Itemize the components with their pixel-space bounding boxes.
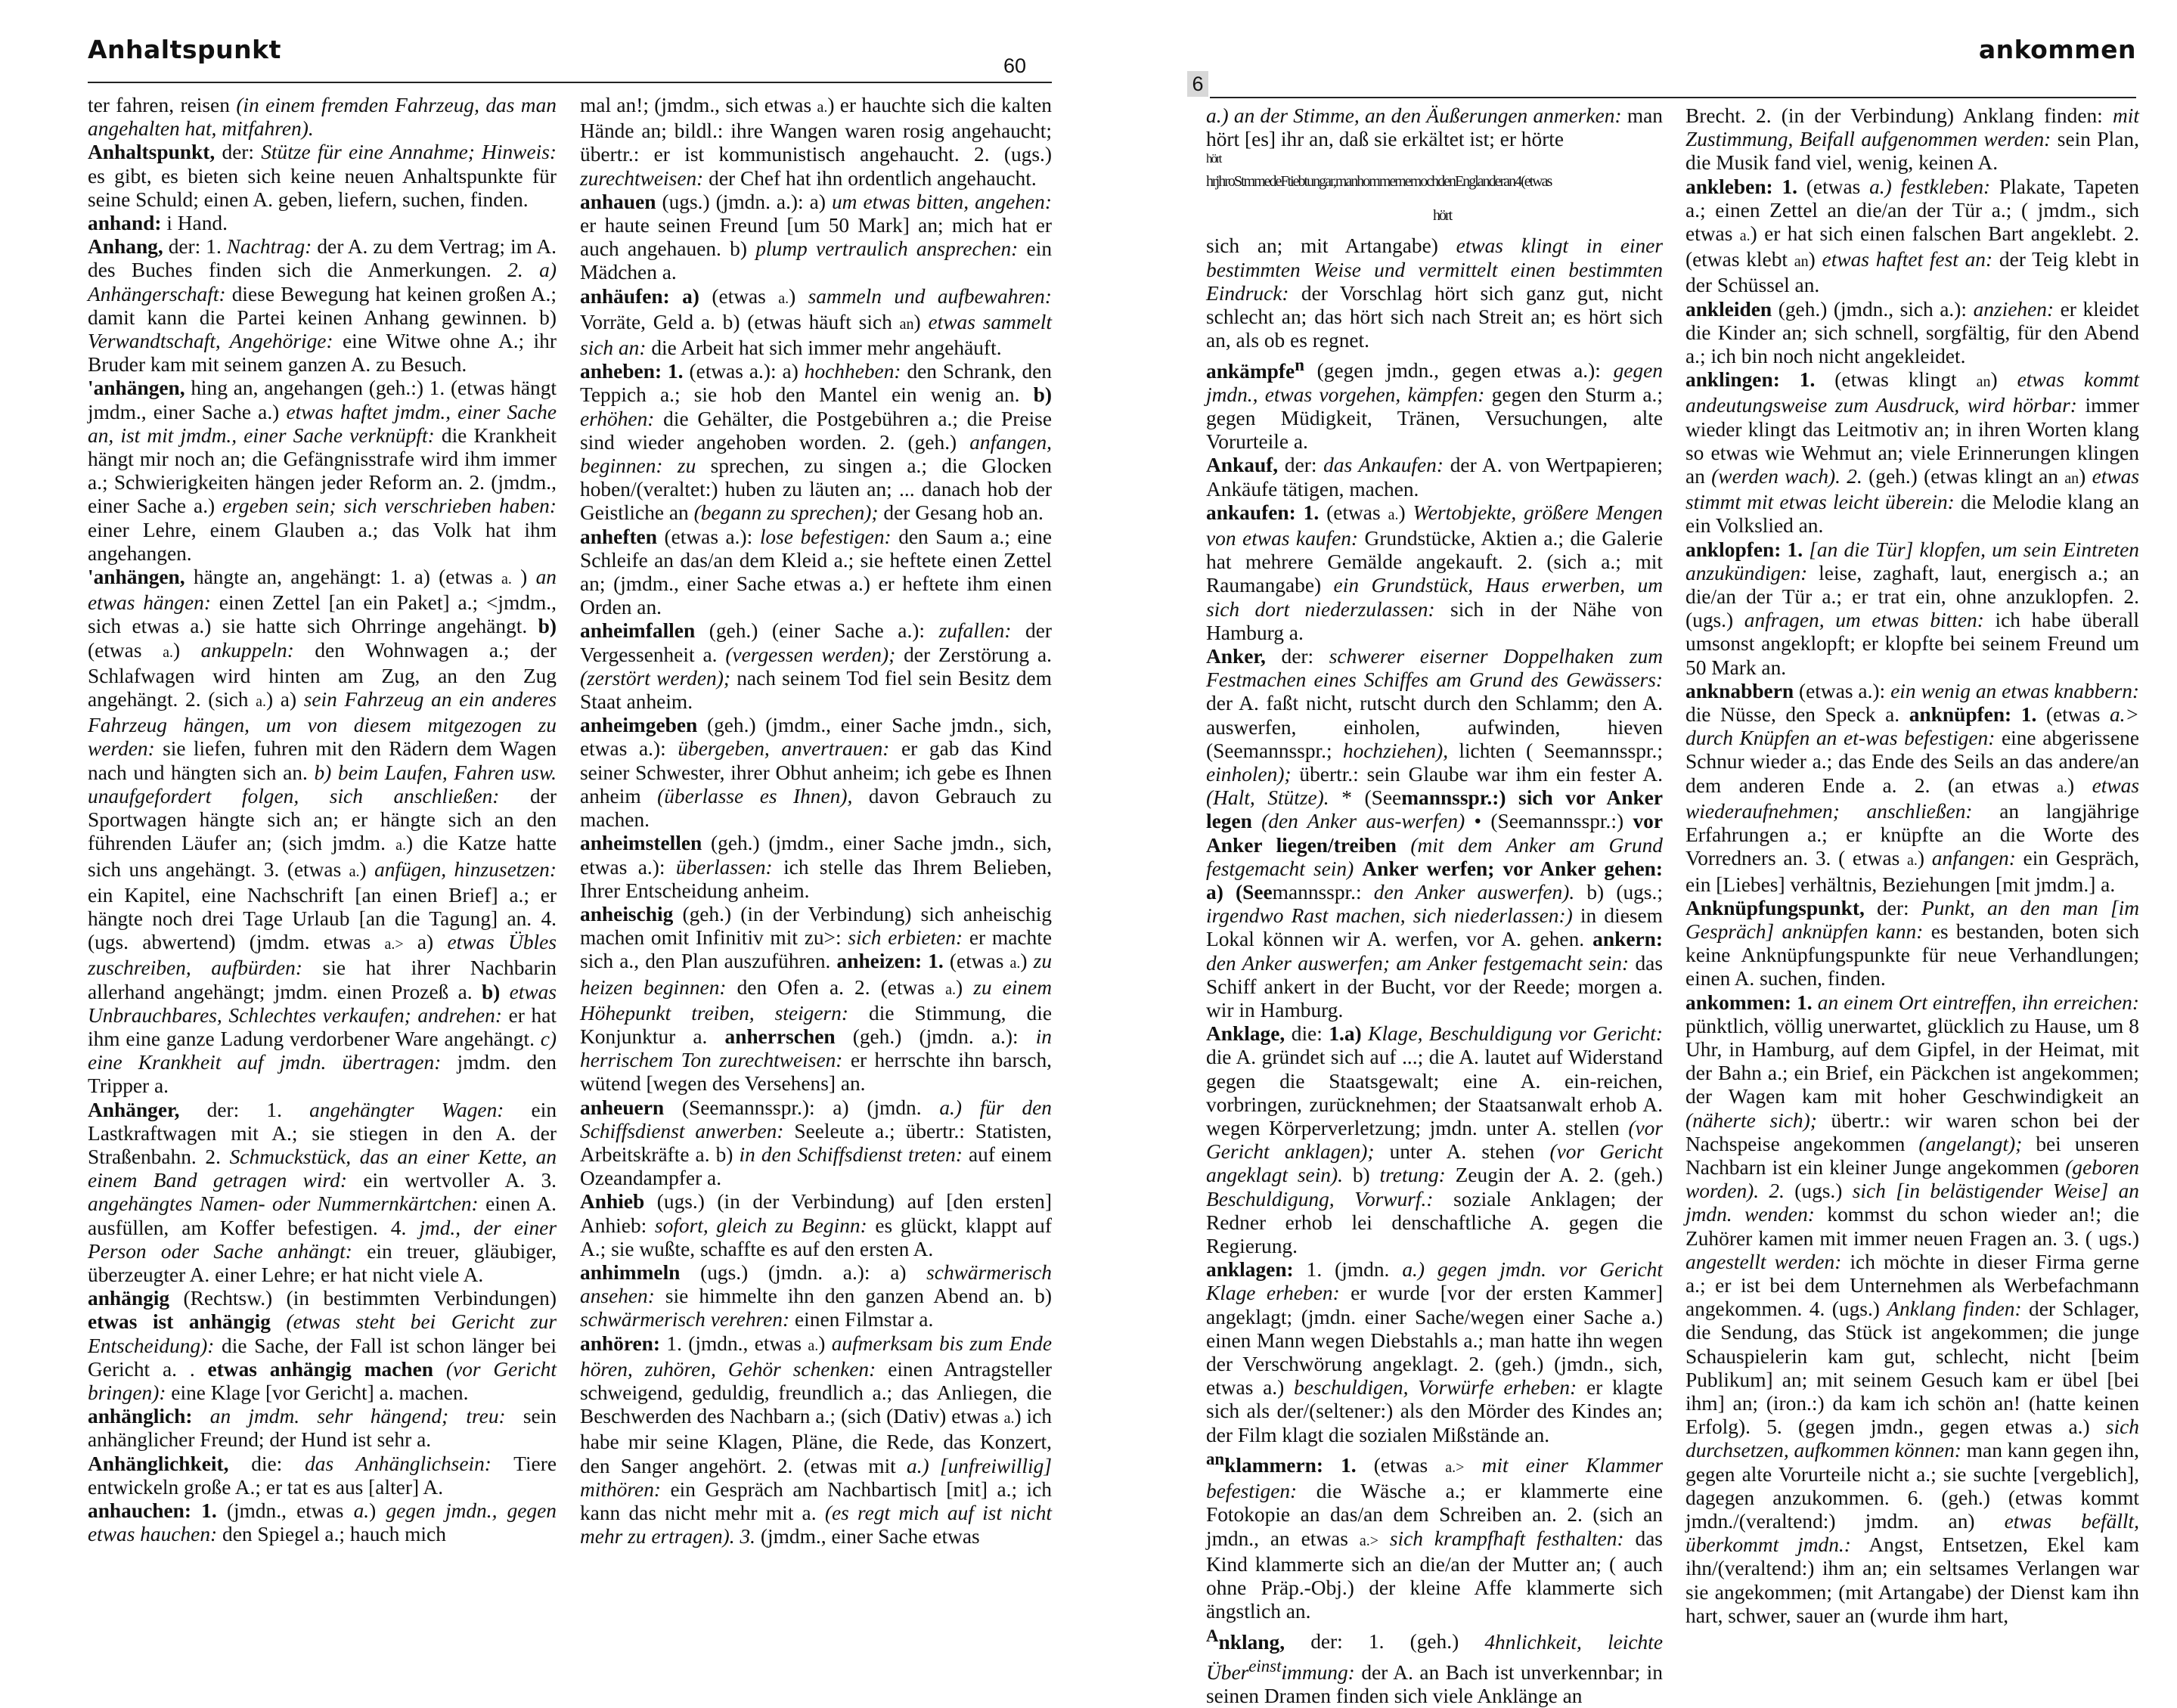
left-column-1 <box>88 94 557 1546</box>
left-page-number: 60 <box>1003 54 1027 77</box>
dictionary-entry: anheimgeben (geh.) (jmdm., einer Sache jmdn., sich, etwas a.): übergeben, anvertrauen: er gab das Kind seiner Schwester, ihrer Obhut anheim; ich gebe es Ihnen anheim (überlasse es Ihnen), davon Gebrauch zu machen. <box>580 714 1053 832</box>
left-page <box>0 0 1081 1660</box>
right-header-rule <box>1210 97 2136 98</box>
dictionary-entry: Anhieb (ugs.) (in der Verbindung) auf [den ersten] Anhieb: sofort, gleich zu Beginn: es glückt, klappt auf A.; sie wußte, schaffte es auf den ersten A. <box>580 1190 1052 1260</box>
dictionary-entry: $^A$nklang, der: 1. (geh.) 4hnlichkeit, leichte Über$^{einst}$immung: der A. an Bach ist unverkennbar; in seinen Dramen finden sich viele Anklänge an <box>1206 1626 1664 1708</box>
dictionary-entry: $^{an}$klammern: 1. (etwas a.> mit einer Klammer befestigen: die Wäsche a.; er klammerte eine Fotokopie an das/an dem Schreiben an. 2. (sich an jmdn., an etwas a.> sich krampfhaft festhalten: das Kind klammerte sich an die/an der Mutter an; ( auch ohne Präp.-Obj.) der kleine Affe klammerte sich ängstlich an. <box>1206 1449 1663 1623</box>
dictionary-entry: anhänglich: an jmdm. sehr hängend; treu: sein anhänglicher Freund; der Hund ist sehr a. <box>88 1405 557 1452</box>
dictionary-entry: Brecht. 2. (in der Verbindung) Anklang finden: mit Zustimmung, Beifall aufgenommen werden: sein Plan, die Musik fand viel, wenig, keinen A. <box>1685 104 2139 175</box>
dictionary-entry: anheben: 1. (etwas a.): a) hochheben: den Schrank, den Teppich a.; sie hob den Mantel ein wenig an. b) erhöhen: die Gehälter, die Postgebühren a.; die Preise sind wieder angehoben worden. 2. (geh.) anfangen, beginnen: zu sprechen, zu singen a.; die Glocken hoben/(veraltet:) huben zu läuten an; ... danach hob der Geistliche an (begann zu sprechen); der Gesang hob an. <box>580 360 1052 525</box>
dictionary-entry: anheuern (Seemannsspr.): a) (jmdn. a.) für den Schiffsdienst anwerben: Seeleute a.; übertr.: Statisten, Arbeitskräfte a. b) in den Schiffsdienst treten: auf einem Ozeandampfer a. <box>580 1096 1052 1190</box>
dictionary-entry: 'anhängen, hängte an, angehängt: 1. a) (etwas a. ) an etwas hängen: einen Zettel [an ein Paket] a.; <jmdm., sich etwas a.) sie hatte sich Ohrringe angehängt. b) (etwas a.) ankuppeln: den Wohnwagen a.; der Schlafwagen wird hinten am Zug, an den Zug angehängt. 2. (sich a.) a) sein Fahrzeug an ein anderes Fahrzeug hängen, um von diesem mitgezogen zu werden: sie liefen, fuhren mit den Rädern dem Wagen nach und hängten sich an. b) beim Laufen, Fahren usw. unaufgefordert folgen, sich anschließen: der Sportwagen hängte sich an; er hängte sich an den führenden Läufer an; (sich jmdm. a.) die Katze hatte sich uns angehängt. 3. (etwas a.) anfügen, hinzusetzen: ein Kapitel, eine Nachschrift [an einen Brief] a.; er hängte noch drei Tage Urlaub [an die Tagung] an. 4. (ugs. abwertend) (jmdm. etwas a.> a) etwas Übles zuschreiben, aufbürden: sie hat ihrer Nachbarin allerhand angehängt; jmdm. einen Prozeß a. b) etwas Unbrauchbares, Schlechtes verkaufen; andrehen: er hat ihm eine ganze Ladung verdorbener Ware angehängt. c) eine Krankheit auf jmdn. übertragen: jmdm. den Tripper a. <box>88 566 557 1098</box>
small-text-line: hört <box>1433 207 1452 225</box>
dictionary-entry: anklingen: 1. (etwas klingt an) etwas kommt andeutungsweise zum Ausdruck, wird hörbar: immer wieder klingt das Leitmotiv an; in ihren Worten klang so etwas wie Wehmut an; viele Erinnerungen klingen an (werden wach). 2. (geh.) (etwas klingt an an) etwas stimmt mit etwas leicht überein: die Melodie klang an ein Volkslied an. <box>1685 368 2140 538</box>
dictionary-entry: 'anhängen, hing an, angehangen (geh.:) 1. (etwas hängt jmdm., einer Sache a.) etwas haftet jmdm., einer Sache an, ist mit jmdm., einer Sache verknüpft: die Krankheit hängt mir noch an; die Gefängnisstrafe wird ihm immer a.; Schwierigkeiten hängen jeder Reform an. 2. (jmdm., einer Sache a.) ergeben sein; sich verschrieben haben: einer Lehre, einem Glauben a.; das Volk hat ihm angehangen. <box>88 377 557 565</box>
dictionary-entry: Ankauf, der: das Ankaufen: der A. von Wertpapieren; Ankäufe tätigen, machen. <box>1206 454 1663 501</box>
dictionary-entry: anhauchen: 1. (jmdn., etwas a.) gegen jmdn., gegen etwas hauchen: den Spiegel a.; hauch mich <box>88 1499 557 1546</box>
dictionary-entry: anhand: i Hand. <box>88 212 228 235</box>
dictionary-entry: ankleiden (geh.) (jmdn., sich a.): anziehen: er kleidet die Kinder an; sich schnell, sorgfältig, für den Abend a.; ich bin noch nicht angekleidet. <box>1685 297 2140 368</box>
dictionary-entry: Anker, der: schwerer eiserner Doppelhaken zum Festmachen eines Schiffes am Grund des Gewässers: der A. faßt nicht, rutscht durch den Schlamm; den A. auswerfen, einholen, aufwinden, hieven (Seemannsspr.; hochziehen), lichten ( Seemannsspr.; einholen); übertr.: sein Glaube war ihm ein fester A. (Halt, Stütze). * (Seemannsspr.:) sich vor Anker legen (den Anker aus-werfen) • (Seemannsspr.:) vor Anker liegen/treiben (mit dem Anker am Grund festgemacht sein) Anker werfen; vor Anker gehen: a) (Seemannsspr.: den Anker auswerfen). b) (ugs.; irgendwo Rast machen, sich niederlassen:) in diesem Lokal können wir A. werfen, vor A. gehen. ankern: den Anker auswerfen; am Anker festgemacht sein: das Schiff ankert in der Bucht, vor der Reede; morgen a. wir in Hamburg. <box>1206 644 1663 1022</box>
dictionary-entry: Anklage, die: 1.a) Klage, Beschuldigung vor Gericht: die A. gründet sich auf ...; die A. lautet auf Widerstand gegen die Staatsgewalt; eine A. ein-reichen, vorbringen, zurücknehmen; der Staatsanwalt erhob A. wegen Körperverletzung; jmdn. unter A. stellen (vor Gericht anklagen); unter A. stehen (vor Gericht angeklagt sein). b) tretung: Zeugin der A. 2. (geh.) Beschuldigung, Vorwurf.: soziale Anklagen; der Redner erhob lei denschaftliche A. gegen die Regierung. <box>1206 1022 1663 1258</box>
dictionary-entry: anklagen: 1. (jmdn. a.) gegen jmdn. vor Gericht Klage erheben: er wurde [vor der ersten Kammer] angeklagt; (jmdn. einer Sache/wegen einer Sache a.) einen Mann wegen Diebstahls a.; man hatte ihn wegen der Verschwörung angeklagt. 2. (geh.) (jmdn., sich, etwas a.) beschuldigen, Vorwürfe erheben: er klagte sich als der/(seltener:) als den Mörder des Kindes an; der Film klagt die sozialen Mißstände an. <box>1206 1258 1663 1446</box>
dictionary-entry: anhäufen: a) (etwas a.) sammeln und aufbewahren: Vorräte, Geld a. b) (etwas häuft sich an) etwas sammelt sich an: die Arbeit hat sich immer mehr angehäuft. <box>580 284 1052 360</box>
dictionary-entry: Anhang, der: 1. Nachtrag: der A. zu dem Vertrag; im A. des Buches finden sich die Anmerkungen. 2. a) Anhängerschaft: diese Bewegung hat keinen großen A.; damit kann die Partei keinen Anhang gewinnen. b) Verwandtschaft, Angehörige: eine Witwe ohne A.; ihr Bruder kam mit seinem ganzen A. zu Besuch. <box>88 235 557 377</box>
dictionary-entry: a.) an der Stimme, an den Äußerungen anmerken: man hört [es] ihr an, daß sie erkältet ist; er hörte <box>1206 104 1663 151</box>
left-page-headword: Anhaltspunkt <box>88 35 281 64</box>
dictionary-entry: anklopfen: 1. [an die Tür] klopfen, um sein Eintreten anzukündigen: leise, zaghaft, laut, energisch a.; an die/an der Tür a.; er trat ein, ohne anzuklopfen. 2. (ugs.) anfragen, um etwas bitten: ich habe überall umsonst angeklopft; er klopfte bei seinem Freund um 50 Mark an. <box>1685 538 2139 679</box>
small-text-line: hrjhroStmmedeFtiebtungar,manhommememochdenEnglanderan4(etwas <box>1206 173 1552 191</box>
dictionary-entry: sich an; mit Artangabe) etwas klingt in einer bestimmten Weise und vermittelt einen bestimmten Eindruck: der Vorschlag hört sich ganz gut, nicht schlecht an; das hört sich nach Streit an; es hört sich an, als ob es regnet. <box>1206 234 1663 352</box>
dictionary-entry: Anhänger, der: 1. angehängter Wagen: ein Lastkraftwagen mit A.; sie stiegen in den A. der Straßenbahn. 2. Schmuckstück, das an einer Kette, an einem Band getragen wird: ein wertvoller A. 3. angehängtes Namen- oder Nummernkärtchen: einen A. ausfüllen, am Koffer befestigen. 4. jmd., der einer Person oder Sache anhängt: ein treuer, gläubiger, überzeugter A. einer Lehre; er hat nicht viele A. <box>88 1098 557 1286</box>
dictionary-entry: anhauen (ugs.) (jmdn. a.): a) um etwas bitten, angehen: er haute seinen Freund [um 50 Mark] an; mich hat er auch angehauen. b) plump vertraulich ansprechen: ein Mädchen a. <box>580 190 1053 284</box>
right-page <box>1180 0 2177 1708</box>
left-column-2 <box>580 94 1052 1548</box>
left-header-rule <box>88 82 1052 83</box>
dictionary-entry: anheimfallen (geh.) (einer Sache a.): zufallen: der Vergessenheit a. (vergessen werden); der Zerstörung a. (zerstört werden); nach seinem Tod fiel sein Besitz dem Staat anheim. <box>580 619 1052 714</box>
dictionary-entry: anheimstellen (geh.) (jmdm., einer Sache jmdn., sich, etwas a.): überlassen: ich stelle das Ihrem Belieben, Ihrer Entscheidung anheim. <box>580 832 1052 902</box>
dictionary-entry: anhören: 1. (jmdn., etwas a.) aufmerksam bis zum Ende hören, zuhören, Gehör schenken: einen Antragsteller schweigend, geduldig, freundlich a.; das Anliegen, die Beschwerden des Nachbarn a.; (sich (Dativ) etwas a.) ich habe mir seine Klagen, Pläne, die Rede, das Konzert, den Sanger angehört. 2. (etwas mit a.) [unfreiwillig] mithören: ein Gespräch am Nachbartisch [mit] a.; ich kann das nicht mehr mit a. (es regt mich auf ist nicht mehr zu ertragen). 3. (jmdm., einer Sache etwas <box>580 1331 1052 1548</box>
dictionary-entry: anheischig (geh.) (in der Verbindung) sich anheischig machen omit Infinitiv mit zu>: sich erbieten: er machte sich a., den Plan auszuführen. anheizen: 1. (etwas a.) zu heizen beginnen: den Ofen a. 2. (etwas a.) zu einem Höhepunkt treiben, steigern: die Stimmung, die Konjunktur a. anherrschen (geh.) (jmdn. a.): in herrischem Ton zurechtweisen: er herrschte ihn barsch, wütend [wegen des Versehens] an. <box>580 902 1053 1096</box>
dictionary-entry: mal an!; (jmdm., sich etwas a.) er hauchte sich die kalten Hände an; bildl.: ihre Wangen waren rosig angehaucht; übertr.: er ist kommunistisch angehaucht. 2. (ugs.) zurechtweisen: der Chef hat ihn ordentlich angehaucht. <box>580 94 1052 190</box>
dictionary-entry: anknabbern (etwas a.): ein wenig an etwas knabbern: die Nüsse, den Speck a. anknüpfen: 1. (etwas a.> durch Knüpfen an et-was befestigen: eine abgerissene Schnur wieder a.; das Ende des Seils an das andere/an dem anderen Ende a. 2. (an etwas a.) etwas wiederaufnehmen; anschließen: an langjährige Erfahrungen a.; er knüpfte an die Worte des Vorredners an. 3. ( etwas a.) anfangen: ein Gespräch, ein [Liebes] verhältnis, Beziehungen [mit jmdm.] a. <box>1685 679 2140 896</box>
dictionary-entry: Anknüpfungspunkt, der: Punkt, an den man [im Gespräch] anknüpfen kann: es bestanden, boten sich keine Anknüpfungspunkte für neue Verhandlungen; einen A. suchen, finden. <box>1685 896 2139 990</box>
dictionary-entry: ankommen: 1. an einem Ort eintreffen, ihn erreichen: pünktlich, völlig unerwartet, glücklich zu Hause, um 8 Uhr, in Hamburg, auf dem Gipfel, in der Heimat, mit der Bahn a.; ein Brief, ein Päckchen ist angekommen; der Wagen kam mit hoher Geschwindigkeit an (näherte sich); übertr.: wir waren schon bei der Nachspeise angekommen (angelangt); bei unseren Nachbarn ist ein kleiner Junge angekommen (geboren worden). 2. (ugs.) sich [in belästigender Weise] an jmdn. wenden: kommst du schon wieder an!; die Zuhörer kamen mit immer neuen Fragen an. 3. ( ugs.) angestellt werden: ich möchte in dieser Firma gerne a.; er ist bei dem Unternehmen als Werbefachmann angekommen. 4. (ugs.) Anklang finden: der Schlager, die Sendung, das Stück ist angekommen; die junge Schauspielerin kam gut, schlecht, nicht [beim Publikum] an; mit seinem Gesuch kam er übel [bei ihm] an; (iron.:) da kam ich schön an! (hatte keinen Erfolg). 5. (gegen jmdn., gegen etwas a.) sich durchsetzen, aufkommen können: man kann gegen ihn, gegen alte Vorurteile nicht a.; sie suchte [vergeblich], dagegen anzukommen. 6. (geh.) (etwas kommt jmdn./(veraltend:) jmdm. an) etwas befällt, überkommt jmdn.: Angst, Entsetzen, Ekel kam ihn/(veraltend:) ihm an; ein seltsames Verlangen war sie angekommen; (mit Artangabe) der Dienst kam ihn hart, schwer, sauer an (wurde ihm hart, <box>1685 990 2139 1627</box>
dictionary-entry: ter fahren, reisen (in einem fremden Fahrzeug, das man angehalten hat, mitfahren). <box>88 94 557 141</box>
right-column-2 <box>1685 104 2139 1628</box>
dictionary-entry: Anhänglichkeit, die: das Anhänglichsein: Tiere entwickeln große A.; er tat es aus [alter] A. <box>88 1452 557 1499</box>
dictionary-entry: anhimmeln (ugs.) (jmdn. a.): a) schwärmerisch ansehen: sie himmelte ihn den ganzen Abend an. b) schwärmerisch verehren: einen Filmstar a. <box>580 1260 1052 1331</box>
right-column-1 <box>1206 104 1663 1708</box>
dictionary-entry: ankaufen: 1. (etwas a.) Wertobjekte, größere Mengen von etwas kaufen: Grundstücke, Aktien a.; die Galerie hat mehrere Gemälde angekauft. 2. (sich a.; mit Raumangabe) ein Grundstück, Haus erwerben, um sich dort niederzulassen: sich in der Nähe von Hamburg a. <box>1206 501 1663 644</box>
small-text-line: hört <box>1206 151 1221 166</box>
dictionary-entry: Anhaltspunkt, der: Stütze für eine Annahme; Hinweis: es gibt, es bieten sich keine neuen Anhaltspunkte für seine Schuld; einen A. geben, liefern, suchen, finden. <box>88 141 557 211</box>
dictionary-entry: anhängig (Rechtsw.) (in bestimmten Verbindungen) etwas ist anhängig (etwas steht bei Gericht zur Entscheidung): die Sache, der Fall ist schon länger bei Gericht a. . etwas anhängig machen (vor Gericht bringen): eine Klage [vor Gericht] a. machen. <box>88 1287 557 1404</box>
dictionary-entry: ankämpfe$^n$ (gegen jmdn., gegen etwas a.): gegen jmdn., etwas vorgehen, kämpfen: gegen den Sturm a.; gegen Müdigkeit, Tränen, Versuchungen, alte Vorurteile a. <box>1206 355 1663 454</box>
dictionary-entry: ankleben: 1. (etwas a.) festkleben: Plakate, Tapeten a.; einen Zettel an die/an der Tür a.; ( jmdm., sich etwas a.) er hat sich einen falschen Bart angeklebt. 2. (etwas klebt an) etwas haftet fest an: der Teig klebt in der Schüssel an. <box>1685 175 2139 297</box>
right-page-headword: ankommen <box>1978 35 2136 64</box>
dictionary-entry: anheften (etwas a.): lose befestigen: den Saum a.; eine Schleife an das/an dem Kleid a.; sie heftete einen Zettel an; (jmdm., einer Sache etwas a.) er heftete ihm einen Orden an. <box>580 525 1053 619</box>
right-page-number: 6 <box>1187 71 1208 97</box>
garbled-small-text <box>1206 151 1663 234</box>
